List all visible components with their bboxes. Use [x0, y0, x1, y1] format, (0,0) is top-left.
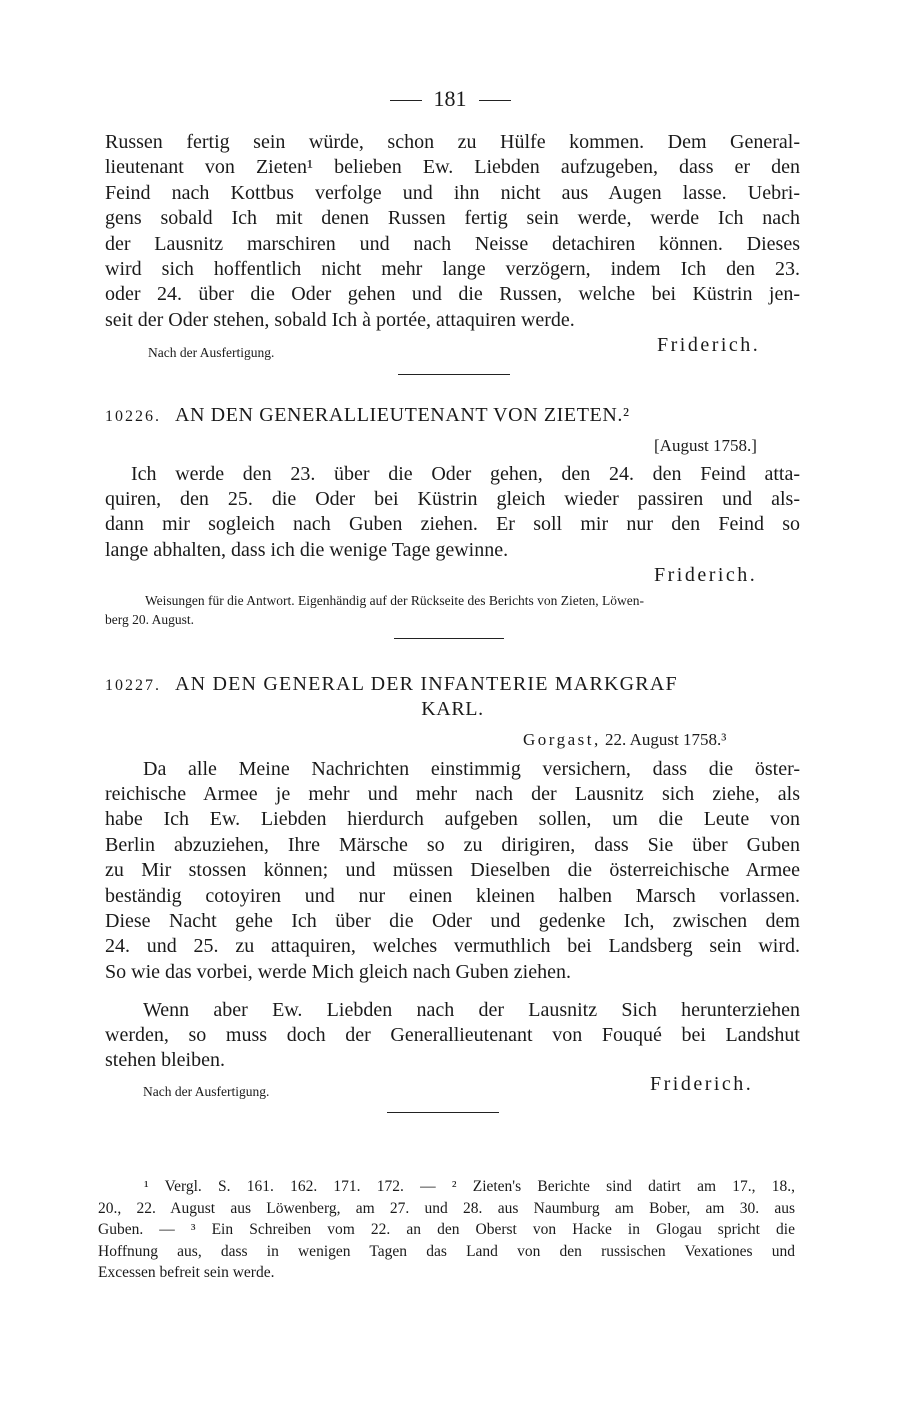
letter-addressee: AN DEN GENERAL DER INFANTERIE MARKGRAF — [175, 673, 678, 695]
text-line: Ich werde den 23. über die Oder gehen, den 24. den Feind atta- — [131, 463, 800, 485]
text-line: lieutenant von Zieten¹ belieben Ew. Liebden aufzugeben, dass er den — [105, 156, 800, 179]
text-line: Wenn aber Ew. Liebden nach der Lausnitz Sich herunterziehen — [143, 999, 800, 1021]
letter-place: Gorgast, — [523, 730, 601, 749]
text-line: So wie das vorbei, werde Mich gleich nach Guben ziehen. — [105, 960, 571, 983]
footnote-line: Guben. — ³ Ein Schreiben vom 22. an den Oberst von Hacke in Glogau spricht die — [98, 1221, 795, 1238]
signature: Friderich. — [650, 1073, 754, 1095]
letter-date-value: 22. August 1758.³ — [605, 730, 727, 749]
letter-addressee: AN DEN GENERALLIEUTENANT VON ZIETEN.² — [175, 404, 630, 426]
text-line: reichische Armee je mehr und mehr nach der Lausnitz sich ziehe, als — [105, 783, 800, 805]
footnote-line: Excessen befreit sein werde. — [98, 1264, 275, 1281]
letter-paragraph-cont — [105, 782, 800, 985]
text-line: oder 24. über die Oder gehen und die Russen, welche bei Küstrin jen- — [105, 283, 800, 306]
text-line: stehen bleiben. — [105, 1049, 225, 1072]
text-line: zu Mir stossen können; und müssen Dieselben die österreichische Armee — [105, 859, 800, 882]
letter-paragraph-cont — [105, 487, 800, 563]
letter-date — [523, 730, 726, 750]
footnote-line: ¹ Vergl. S. 161. 162. 171. 172. — ² Zieten's Berichte sind datirt am 17., 18., — [144, 1178, 795, 1195]
source-note: Nach der Ausfertigung. — [148, 345, 275, 360]
note-line: berg 20. August. — [105, 612, 195, 627]
dash-right — [479, 100, 511, 101]
text-line: wird sich hoffentlich nicht mehr lange verzögern, indem Ich den 23. — [105, 258, 800, 281]
text-line: Russen fertig sein würde, schon zu Hülfe kommen. Dem General- — [105, 131, 800, 153]
note-line: Weisungen für die Antwort. Eigenhändig auf der Rückseite des Berichts von Zieten, Löwen- — [145, 593, 645, 608]
text-line: werden, so muss doch der Generallieutenant von Fouqué bei Landshut — [105, 1024, 800, 1046]
letter-paragraph — [143, 757, 800, 782]
letter-heading-cont: KARL. — [421, 698, 484, 720]
editorial-note — [105, 591, 800, 629]
dash-left — [390, 100, 422, 101]
letter-number: 10227. — [105, 677, 161, 694]
letter-paragraph-2-cont — [105, 1023, 800, 1074]
letter-paragraph-2 — [143, 998, 800, 1023]
separator-rule — [398, 374, 510, 375]
text-line: habe Ich Ew. Liebden hierdurch aufgeben sollen, um die Leute von — [105, 808, 800, 831]
text-line: der Lausnitz marschiren und nach Neisse detachiren können. Dieses — [105, 232, 800, 255]
text-line: 24. und 25. zu attaquiren, welches vermuthlich bei Landsberg sein wird. — [105, 935, 800, 958]
page-number: 181 — [433, 86, 467, 111]
running-head — [0, 86, 900, 112]
signature: Friderich. — [654, 564, 758, 586]
text-line: Diese Nacht gehe Ich über die Oder und gedenke Ich, zwischen dem — [105, 910, 800, 933]
letter-paragraph — [131, 462, 800, 487]
letter-number: 10226. — [105, 408, 161, 425]
text-line: Berlin abzuziehen, Ihre Märsche so zu dirigiren, dass Sie über Guben — [105, 833, 800, 856]
text-line: seit der Oder stehen, sobald Ich à portée, attaquiren werde. — [105, 308, 575, 331]
letter-heading — [105, 404, 800, 427]
separator-rule — [387, 1112, 499, 1113]
continuation-paragraph — [105, 130, 800, 333]
letter-date: [August 1758.] — [654, 436, 757, 455]
signature: Friderich. — [657, 334, 761, 356]
text-line: dann mir sogleich nach Guben ziehen. Er soll mir nur den Feind so — [105, 513, 800, 536]
text-line: Da alle Meine Nachrichten einstimmig versichern, dass die öster- — [143, 758, 800, 780]
text-line: lange abhalten, dass ich die wenige Tage gewinne. — [105, 538, 509, 561]
text-line: beständig cotoyiren und nur einen kleinen halben Marsch vorlassen. — [105, 884, 800, 907]
footnote-line: 20., 22. August aus Löwenberg, am 27. und 28. aus Naumburg am Bober, am 30. aus — [98, 1199, 795, 1217]
footnotes — [98, 1176, 795, 1284]
separator-rule — [394, 638, 504, 639]
text-line: Feind nach Kottbus verfolge und ihn nicht aus Augen lasse. Uebri- — [105, 181, 800, 204]
source-note: Nach der Ausfertigung. — [143, 1084, 270, 1099]
footnote-line: Hoffnung aus, dass in wenigen Tagen das Land von den russischen Vexationes und — [98, 1242, 795, 1260]
text-line: gens sobald Ich mit denen Russen fertig sein werde, werde Ich nach — [105, 207, 800, 230]
text-line: quiren, den 25. die Oder bei Küstrin gleich wieder passiren und als- — [105, 488, 800, 510]
letter-heading — [105, 673, 800, 696]
